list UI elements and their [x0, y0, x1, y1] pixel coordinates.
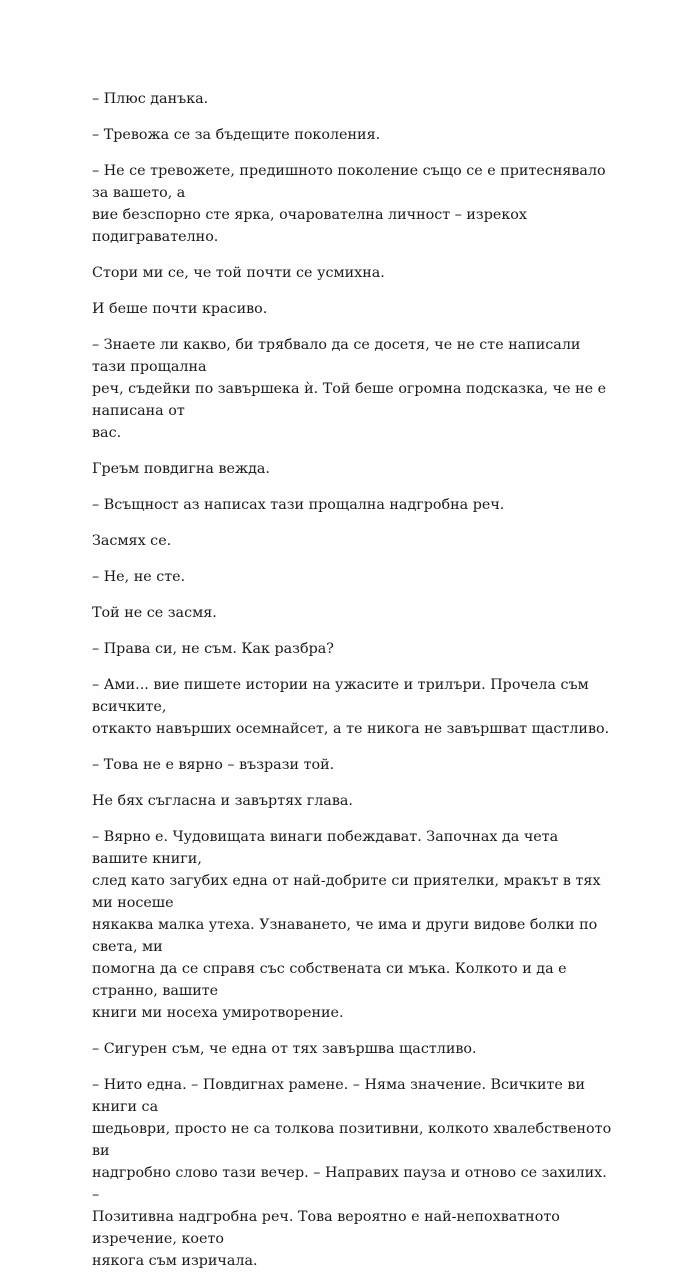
- paragraph-14: – Това не е вярно – възрази той.: [92, 757, 335, 773]
- page-text: [92, 88, 612, 1286]
- paragraph-8: – Всъщност аз написах тази прощална надгробна реч.: [92, 497, 505, 513]
- paragraph-10: – Не, не сте.: [92, 569, 186, 585]
- paragraph-2: – Тревожа се за бъдещите поколения.: [92, 127, 381, 143]
- paragraph-17: – Сигурен съм, че една от тях завършва щастливо.: [92, 1041, 477, 1057]
- paragraph-6: – Знаете ли какво, би трябвало да се досетя, че не сте написали тази прощална реч, съдейки по завършека ѝ. Той беше огромна подсказка, че не е написана от вас.: [92, 337, 607, 441]
- paragraph-15: Не бях съгласна и завъртях глава.: [92, 793, 353, 809]
- paragraph-9: Засмях се.: [92, 533, 172, 549]
- paragraph-5: И беше почти красиво.: [92, 301, 268, 317]
- paragraph-16: – Вярно е. Чудовищата винаги побеждават. Започнах да чета вашите книги, след като загубих една от най-добрите си приятелки, мракът в тях ми носеше някаква малка утеха. Узнаването, че има и други видове болки по света, ми помогна да се справя със собствената си мъка. Колкото и да е странно, вашите книги ми носеха умиротворение.: [92, 829, 601, 1021]
- paragraph-12: – Права си, не съм. Как разбра?: [92, 641, 334, 657]
- paragraph-3: – Не се тревожете, предишното поколение също се е притеснявало за вашето, а вие безспорно сте ярка, очарователна личност – изрекох подигравателно.: [92, 163, 606, 245]
- paragraph-1: – Плюс данъка.: [92, 91, 209, 107]
- paragraph-7: Греъм повдигна вежда.: [92, 461, 270, 477]
- paragraph-4: Стори ми се, че той почти се усмихна.: [92, 265, 385, 281]
- paragraph-18: – Нито една. – Повдигнах рамене. – Няма значение. Всичките ви книги са шедьоври, просто не са толкова позитивни, колкото хвалебственото ви надгробно слово тази вечер. – Направих пауза и отново се захилих. – Позитивна надгробна реч. Това вероятно е най-непохватното изречение, което някога съм изричала.: [92, 1077, 612, 1269]
- paragraph-11: Той не се засмя.: [92, 605, 217, 621]
- paragraph-13: – Ами... вие пишете истории на ужасите и трилъри. Прочела съм всичките, откакто навърших осемнайсет, а те никога не завършват щастливо.: [92, 677, 610, 737]
